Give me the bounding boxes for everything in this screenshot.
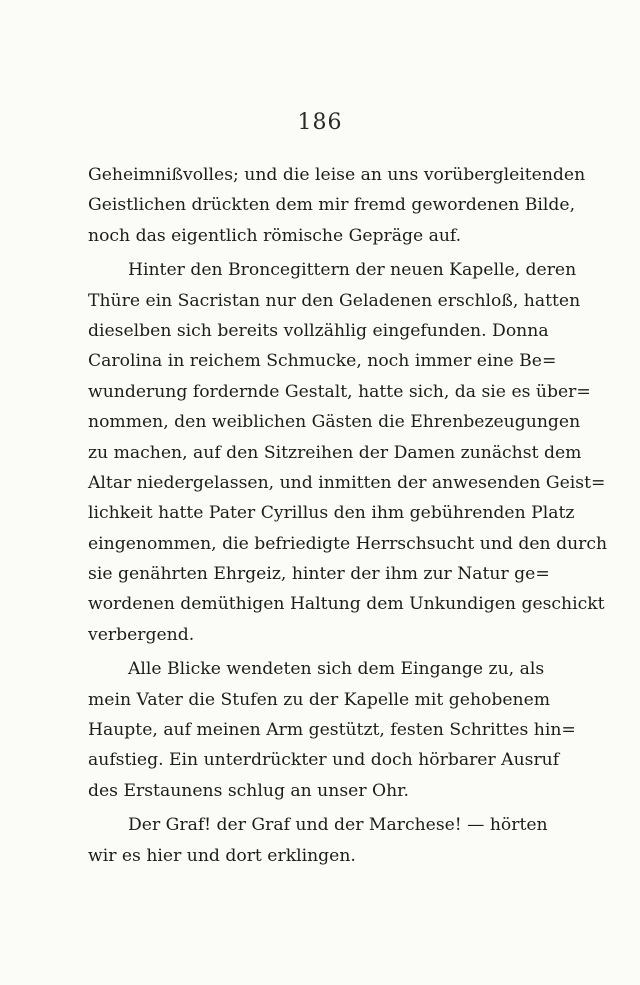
text-line: sie genährten Ehrgeiz, hinter der ihm zur Natur ge= [88, 564, 550, 585]
text-line: eingenommen, die befriedigte Herrschsucht und den durch [88, 533, 608, 554]
text-line: Der Graf! der Graf und der Marchese! — hörten [128, 815, 548, 836]
text-line: lichkeit hatte Pater Cyrillus den ihm gebührenden Platz [88, 503, 575, 524]
text-line: nommen, den weiblichen Gästen die Ehrenbezeugungen [88, 412, 581, 433]
text-line: wunderung fordernde Gestalt, hatte sich, da sie es über= [88, 381, 591, 402]
paragraph-4 [88, 810, 548, 871]
text-line: zu machen, auf den Sitzreihen der Damen zunächst dem [88, 442, 582, 463]
body-text [88, 160, 608, 871]
text-line: verbergend. [88, 624, 195, 645]
page-number: 186 [297, 110, 343, 135]
text-line: aufstieg. Ein unterdrückter und doch hörbarer Ausruf [88, 750, 560, 771]
paragraph-3 [88, 654, 576, 806]
text-line: Haupte, auf meinen Arm gestützt, festen Schrittes hin= [88, 720, 576, 741]
text-line: mein Vater die Stufen zu der Kapelle mit gehobenem [88, 689, 551, 710]
text-line: noch das eigentlich römische Gepräge auf. [88, 225, 462, 246]
text-line: des Erstaunens schlug an unser Ohr. [88, 780, 409, 801]
text-line: Geheimnißvolles; und die leise an uns vorübergleitenden [88, 165, 586, 185]
text-line: Alle Blicke wendeten sich dem Eingange zu, als [128, 659, 545, 680]
text-line: Altar niedergelassen, und inmitten der anwesenden Geist= [88, 472, 606, 493]
paragraph-2 [88, 255, 608, 650]
text-line: wordenen demüthigen Haltung dem Unkundigen geschickt [88, 594, 605, 615]
text-line: wir es hier und dort erklingen. [88, 845, 356, 866]
text-line: dieselben sich bereits vollzählig eingefunden. Donna [88, 320, 549, 341]
text-line: Carolina in reichem Schmucke, noch immer eine Be= [88, 351, 557, 372]
text-line: Geistlichen drückten dem mir fremd gewordenen Bilde, [88, 195, 576, 216]
text-line: Thüre ein Sacristan nur den Geladenen erschloß, hatten [88, 290, 581, 311]
paragraph-1 [88, 160, 586, 251]
text-line: Hinter den Broncegittern der neuen Kapelle, deren [128, 260, 577, 281]
